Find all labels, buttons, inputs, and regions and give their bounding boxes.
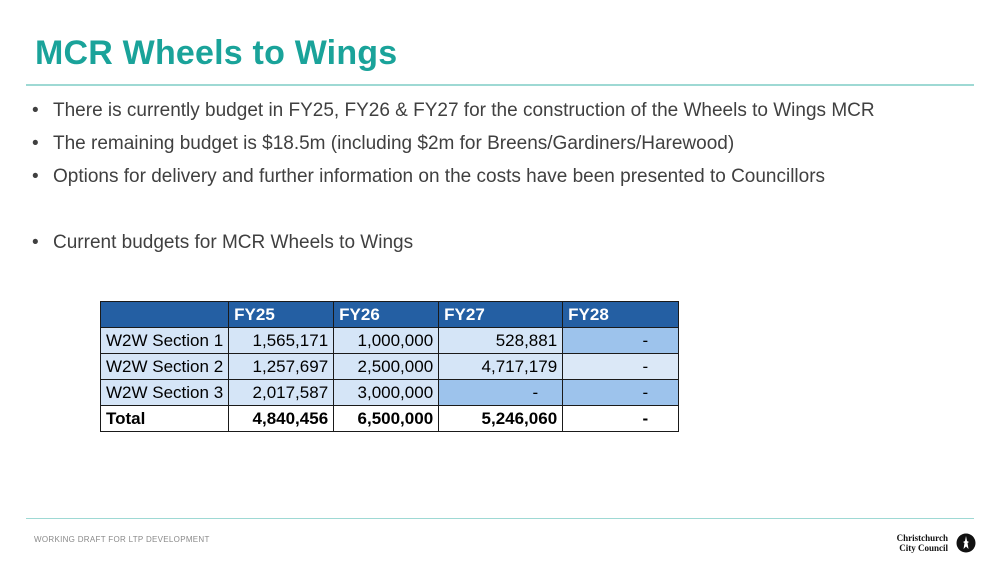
footer-note: WORKING DRAFT FOR LTP DEVELOPMENT — [34, 535, 210, 544]
row-label: W2W Section 2 — [101, 354, 229, 380]
table-cell: - — [563, 328, 679, 354]
bullet-item — [30, 230, 875, 263]
bullet-text: Current budgets for MCR Wheels to Wings — [53, 232, 414, 253]
table-cell: 1,565,171 — [229, 328, 334, 354]
table-total-row — [101, 406, 679, 432]
table-cell: 1,257,697 — [229, 354, 334, 380]
table-cell: 2,500,000 — [334, 354, 439, 380]
table-cell: - — [563, 406, 679, 432]
bullet-dot: • — [32, 100, 39, 121]
table-row — [101, 328, 679, 354]
title-divider — [26, 84, 974, 86]
bullet-item — [30, 164, 875, 197]
table-header-cell: FY25 — [229, 302, 334, 328]
table-header-cell: FY26 — [334, 302, 439, 328]
table-row — [101, 354, 679, 380]
row-label: Total — [101, 406, 229, 432]
table-cell: 4,840,456 — [229, 406, 334, 432]
table-cell: 3,000,000 — [334, 380, 439, 406]
table-cell: 2,017,587 — [229, 380, 334, 406]
bullet-item — [30, 98, 875, 131]
bullet-dot: • — [32, 133, 39, 154]
table-header-cell: FY28 — [563, 302, 679, 328]
bullet-text: Options for delivery and further information on the costs have been presented to Councillors — [53, 166, 826, 187]
row-label: W2W Section 3 — [101, 380, 229, 406]
table-cell: - — [563, 354, 679, 380]
cathedral-icon — [956, 533, 976, 553]
table-header-row — [101, 302, 679, 328]
bullet-text: The remaining budget is $18.5m (including $2m for Breens/Gardiners/Harewood) — [53, 133, 735, 154]
table-cell: 1,000,000 — [334, 328, 439, 354]
table-cell: - — [439, 380, 563, 406]
council-logo — [897, 533, 977, 555]
row-label: W2W Section 1 — [101, 328, 229, 354]
bullet-text: There is currently budget in FY25, FY26 & FY27 for the construction of the Wheels to Wings MCR — [53, 100, 875, 121]
table-header-cell — [101, 302, 229, 328]
page-title: MCR Wheels to Wings — [35, 34, 398, 72]
table-header-cell: FY27 — [439, 302, 563, 328]
table-row — [101, 380, 679, 406]
bullet-dot: • — [32, 232, 39, 253]
table-cell: - — [563, 380, 679, 406]
footer-divider — [26, 518, 974, 519]
logo-line1: Christchurch — [896, 533, 948, 543]
table-cell: 4,717,179 — [439, 354, 563, 380]
table-cell: 6,500,000 — [334, 406, 439, 432]
logo-line2: City Council — [899, 543, 948, 553]
bullet-dot: • — [32, 166, 39, 187]
bullet-list — [30, 98, 875, 263]
table-cell: 528,881 — [439, 328, 563, 354]
bullet-item — [30, 131, 875, 164]
logo-wordmark — [897, 533, 948, 553]
table-cell: 5,246,060 — [439, 406, 563, 432]
budget-table — [100, 301, 679, 432]
